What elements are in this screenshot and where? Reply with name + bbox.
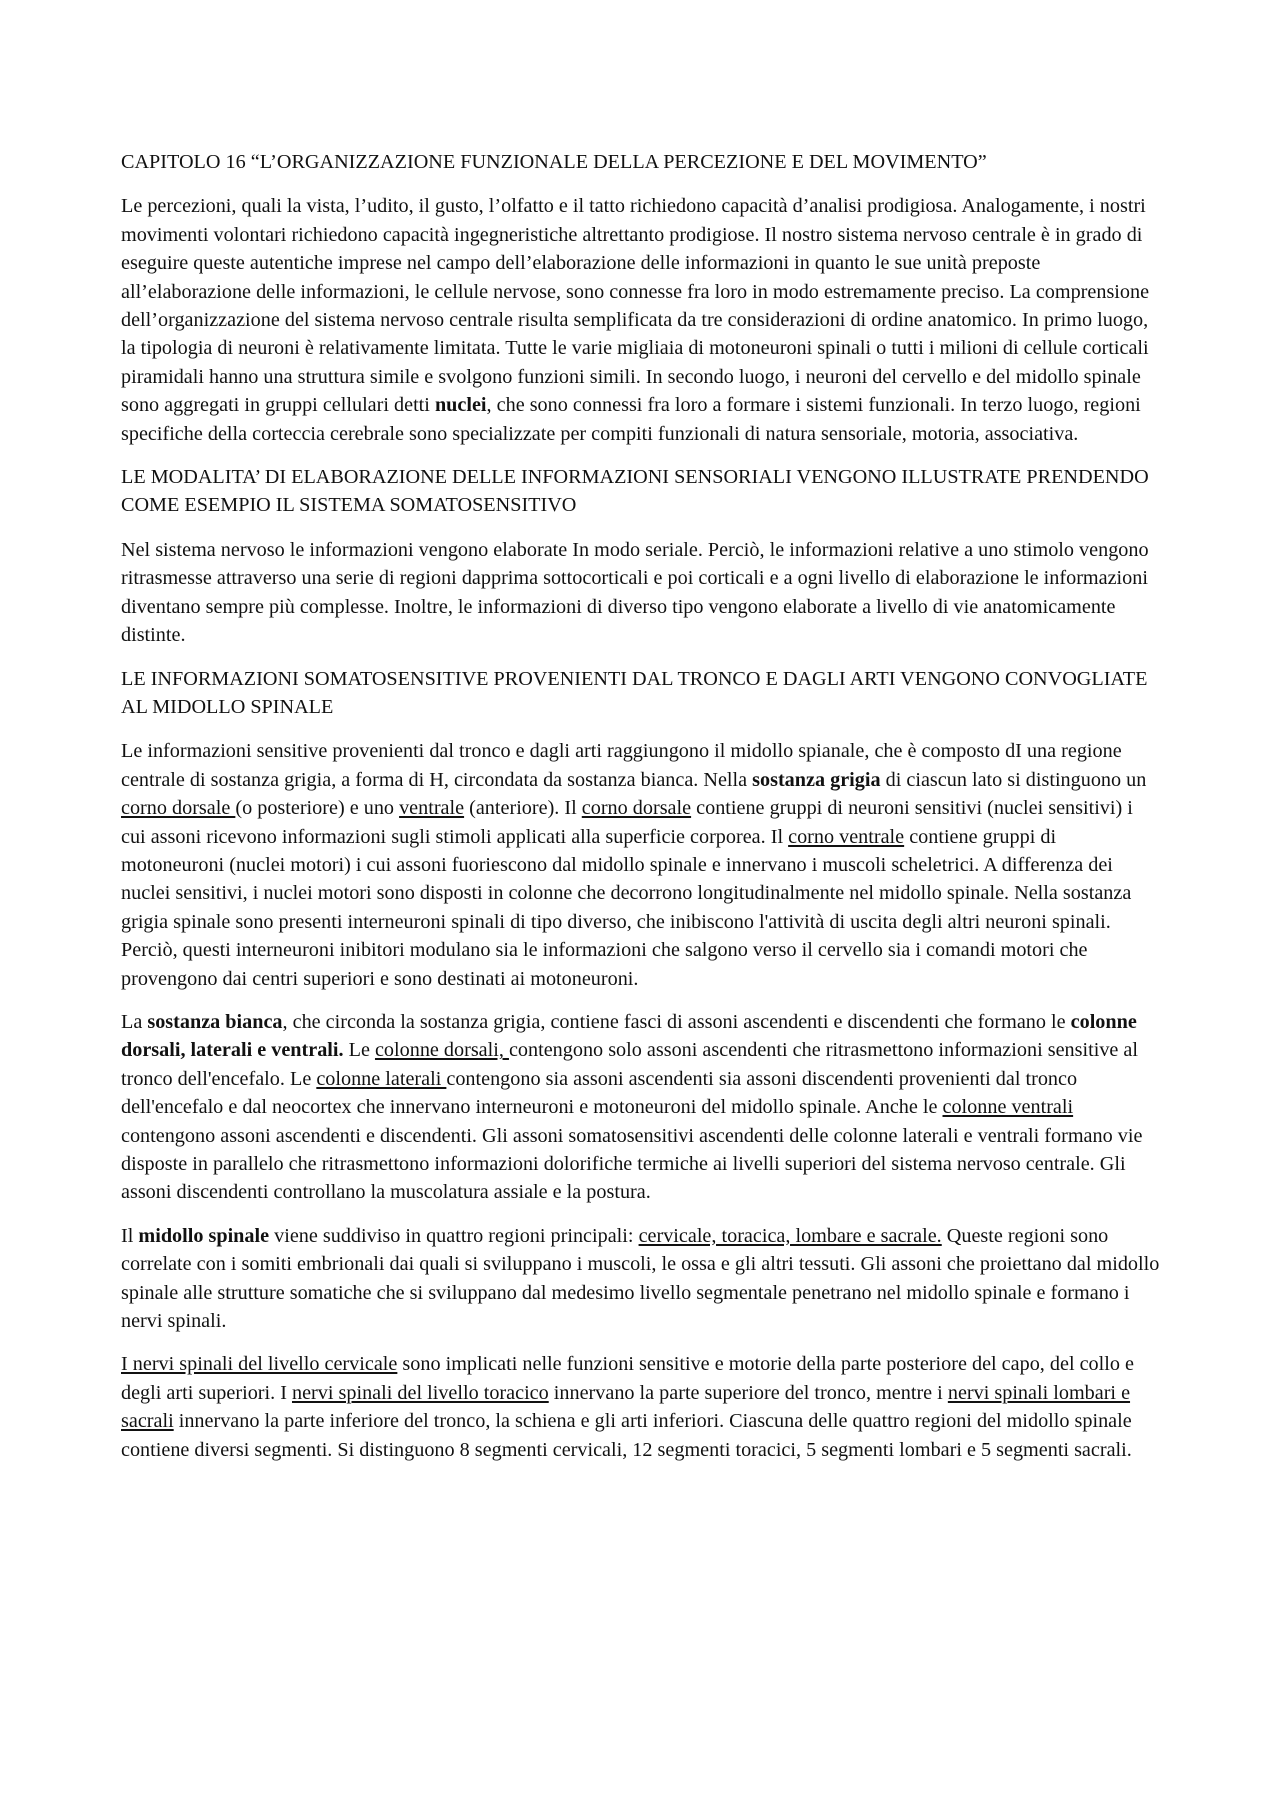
section-heading-2: LE INFORMAZIONI SOMATOSENSITIVE PROVENIENTI DAL TRONCO E DAGLI ARTI VENGONO CONVOGLIATE AL MIDOLLO SPINALE <box>121 667 1148 718</box>
underlined-term: corno dorsale <box>581 797 692 820</box>
bold-term: midollo spinale <box>138 1224 270 1247</box>
underlined-term: nervi spinali del livello toracico <box>291 1381 549 1404</box>
underlined-term: colonne dorsali, <box>374 1039 509 1062</box>
paragraph-spinal-nerves: I nervi spinali del livello cervicale sono implicati nelle funzioni sensitive e motorie della parte posteriore del capo, del collo e degli arti superiori. I nervi spinali del livello toracico innervano la parte superiore del tronco, mentre i nervi spinali lombari e sacrali innervano la parte inferiore del tronco, la schiena e gli arti inferiori. Ciascuna delle quattro regioni del midollo spinale contiene diversi segmenti. Si distinguono 8 segmenti cervicali, 12 segmenti toracici, 5 segmenti lombari e 5 segmenti sacrali. <box>121 1353 1134 1461</box>
underlined-term: nervi spinali lombari e sacrali <box>121 1381 1131 1433</box>
underlined-term: corno ventrale <box>788 825 905 848</box>
underlined-term: colonne laterali <box>316 1067 447 1090</box>
paragraph-spinal-regions: Il midollo spinale viene suddiviso in quattro regioni principali: cervicale, toracica, lombare e sacrale. Queste regioni sono correlate con i somiti embrionali dai quali si sviluppano i muscoli, le ossa e gli altri tessuti. Gli assoni che proiettano dal midollo spinale alle strutture somatiche che si sviluppano dal medesimo livello segmentale penetrano nel midollo spinale e formano i nervi spinali. <box>121 1224 1160 1333</box>
bold-term: sostanza grigia <box>752 768 881 791</box>
paragraph-grey-matter: Le informazioni sensitive provenienti dal tronco e dagli arti raggiungono il midollo spianale, che è composto dI una regione centrale di sostanza grigia, a forma di H, circondata da sostanza bianca. Nella sostanza grigia di ciascun lato si distinguono un corno dorsale (o posteriore) e uno ventrale (anteriore). Il corno dorsale contiene gruppi di neuroni sensitivi (nuclei sensitivi) i cui assoni ricevono informazioni sugli stimoli applicati alla superficie corporea. Il corno ventrale contiene gruppi di motoneuroni (nuclei motori) i cui assoni fuoriescono dal midollo spinale e innervano i muscoli scheletrici. A differenza dei nuclei sensitivi, i nuclei motori sono disposti in colonne che decorrono longitudinalmente nel midollo spinale. Nella sostanza grigia spinale sono presenti interneuroni spinali di tipo diverso, che inibiscono l'attività di uscita degli altri neuroni spinali. Perciò, questi interneuroni inibitori modulano sia le informazioni che salgono verso il cervello sia i comandi motori che provengono dai centri superiori e sono destinati ai motoneuroni. <box>121 740 1147 990</box>
bold-term: sostanza bianca <box>147 1010 283 1033</box>
paragraph-white-matter: La sostanza bianca, che circonda la sostanza grigia, contiene fasci di assoni ascendenti e discendenti che formano le colonne dorsali, laterali e ventrali. Le colonne dorsali, contengono solo assoni ascendenti che ritrasmettono informazioni sensitive al tronco dell'encefalo. Le colonne laterali contengono sia assoni ascendenti sia assoni discendenti provenienti dal tronco dell'encefalo e dal neocortex che innervano interneuroni e motoneuroni del midollo spinale. Anche le colonne ventrali contengono assoni ascendenti e discendenti. Gli assoni somatosensitivi ascendenti delle colonne laterali e ventrali formano vie disposte in parallelo che ritrasmettono informazioni dolorifiche termiche ai livelli superiori del sistema nervoso centrale. Gli assoni discendenti controllano la muscolatura assiale e la postura. <box>121 1010 1143 1204</box>
bold-term: colonne dorsali, laterali e ventrali. <box>121 1010 1137 1062</box>
underlined-term: cervicale, toracica, lombare e sacrale. <box>638 1224 942 1247</box>
underlined-term: I nervi spinali del livello cervicale <box>121 1353 398 1376</box>
chapter-title: CAPITOLO 16 “L’ORGANIZZAZIONE FUNZIONALE DELLA PERCEZIONE E DEL MOVIMENTO” <box>121 151 987 173</box>
underlined-term: corno dorsale <box>121 797 236 820</box>
underlined-term: ventrale <box>399 797 465 820</box>
underlined-term: colonne ventrali <box>942 1096 1074 1119</box>
bold-term: nuclei <box>434 394 487 417</box>
section-heading-1: LE MODALITA’ DI ELABORAZIONE DELLE INFORMAZIONI SENSORIALI VENGONO ILLUSTRATE PRENDENDO COME ESEMPIO IL SISTEMA SOMATOSENSITIVO <box>121 466 1149 517</box>
paragraph-serial-processing: Nel sistema nervoso le informazioni vengono elaborate In modo seriale. Perciò, le informazioni relative a uno stimolo vengono ritrasmesse attraverso una serie di regioni dapprima sottocorticali e poi corticali e a ogni livello di elaborazione le informazioni diventano sempre più complesse. Inoltre, le informazioni di diverso tipo vengono elaborate a livello di vie anatomicamente distinte. <box>121 538 1149 647</box>
intro-paragraph: Le percezioni, quali la vista, l’udito, il gusto, l’olfatto e il tatto richiedono capacità d’analisi prodigiosa. Analogamente, i nostri movimenti volontari richiedono capacità ingegneristiche altrettanto prodigiose. Il nostro sistema nervoso centrale è in grado di eseguire queste autentiche imprese nel campo dell’elaborazione delle informazioni in quanto le sue unità preposte all’elaborazione delle informazioni, le cellule nervose, sono connesse fra loro in modo estremamente preciso. La comprensione dell’organizzazione del sistema nervoso centrale risulta semplificata da tre considerazioni di ordine anatomico. In primo luogo, la tipologia di neuroni è relativamente limitata. Tutte le varie migliaia di motoneuroni spinali o tutti i milioni di cellule corticali piramidali hanno una struttura simile e svolgono funzioni simili. In secondo luogo, i neuroni del cervello e del midollo spinale sono aggregati in gruppi cellulari detti nuclei, che sono connessi fra loro a formare i sistemi funzionali. In terzo luogo, regioni specifiche della corteccia cerebrale sono specializzate per compiti funzionali di natura sensoriale, motoria, associativa. <box>121 195 1150 445</box>
